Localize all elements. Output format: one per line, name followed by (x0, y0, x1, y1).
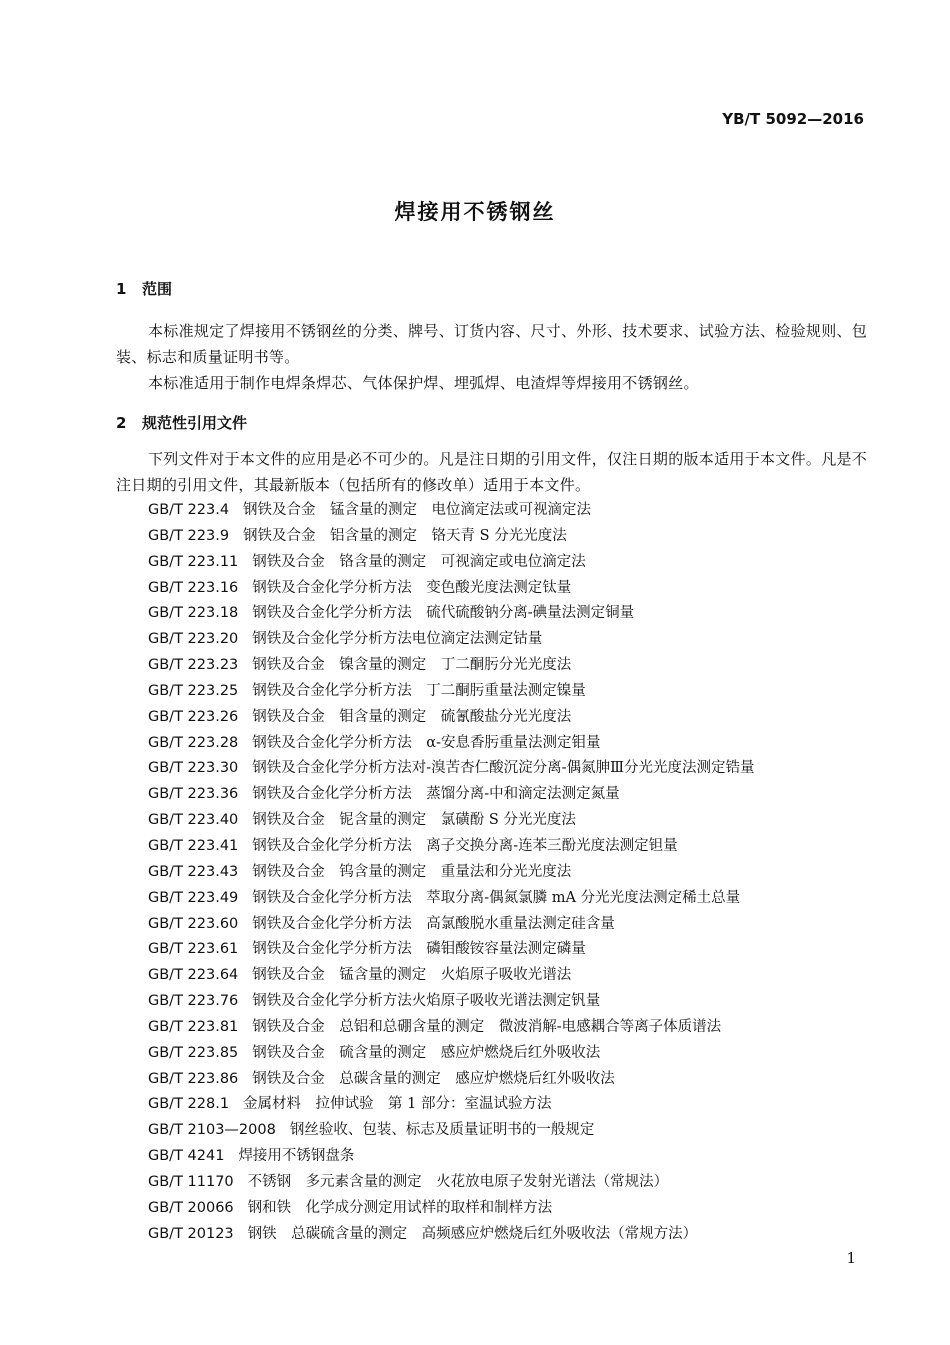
document-title: 焊接用不锈钢丝 (394, 200, 556, 224)
reference-title: 钢铁及合金化学分析方法 α-安息香肟重量法测定钼量 (252, 734, 601, 751)
section-1-number: 1 (116, 280, 127, 298)
reference-title: 钢铁及合金化学分析方法 磷钼酸铵容量法测定磷量 (252, 941, 586, 958)
reference-title: 钢铁及合金 钨含量的测定 重量法和分光光度法 (252, 863, 572, 880)
reference-list (148, 498, 888, 1247)
reference-item (148, 731, 888, 757)
reference-code: GB/T 11170 (148, 1173, 234, 1190)
reference-title: 金属材料 拉伸试验 第 1 部分：室温试验方法 (243, 1096, 552, 1113)
reference-code: GB/T 223.64 (148, 967, 239, 984)
reference-title: 钢铁及合金 铌含量的测定 氯磺酚 S 分光光度法 (252, 812, 576, 829)
section-2-title: 规范性引用文件 (142, 414, 248, 432)
reference-code: GB/T 223.16 (148, 579, 239, 596)
reference-item (148, 1092, 888, 1118)
reference-item (148, 937, 888, 963)
reference-item (148, 1067, 888, 1093)
reference-code: GB/T 223.20 (148, 631, 239, 648)
reference-item (148, 627, 888, 653)
reference-item (148, 963, 888, 989)
reference-item (148, 782, 888, 808)
section-2-heading (116, 412, 247, 433)
reference-title: 不锈钢 多元素含量的测定 火花放电原子发射光谱法（常规法） (247, 1173, 669, 1190)
reference-code: GB/T 223.40 (148, 812, 239, 829)
reference-item (148, 1222, 888, 1248)
reference-title: 钢铁 总碳硫含量的测定 高频感应炉燃烧后红外吸收法（常规方法） (247, 1225, 698, 1242)
reference-title: 钢铁及合金 镍含量的测定 丁二酮肟分光光度法 (252, 657, 572, 674)
reference-title: 钢铁及合金 铝含量的测定 铬天青 S 分光光度法 (243, 527, 567, 544)
reference-title: 钢铁及合金化学分析方法 高氯酸脱水重量法测定硅含量 (252, 915, 615, 932)
reference-title: 钢丝验收、包装、标志及质量证明书的一般规定 (289, 1122, 595, 1139)
reference-item (148, 1041, 888, 1067)
reference-item (148, 912, 888, 938)
section-2-number: 2 (116, 414, 127, 432)
reference-title: 钢铁及合金 锰含量的测定 电位滴定法或可视滴定法 (243, 502, 592, 518)
reference-code: GB/T 223.30 (148, 760, 239, 777)
reference-code: GB/T 2103—2008 (148, 1122, 276, 1139)
reference-item (148, 1170, 888, 1196)
reference-code: GB/T 223.11 (148, 553, 239, 570)
reference-item (148, 808, 888, 834)
reference-code: GB/T 223.25 (148, 682, 239, 699)
reference-code: GB/T 228.1 (148, 1096, 230, 1113)
reference-item (148, 601, 888, 627)
reference-code: GB/T 223.49 (148, 889, 239, 906)
section-1-heading (116, 278, 172, 299)
reference-code: GB/T 223.26 (148, 708, 239, 725)
reference-code: GB/T 223.23 (148, 657, 239, 674)
reference-code: GB/T 20066 (148, 1199, 234, 1216)
section-1-paragraph-2: 本标准适用于制作电焊条焊芯、气体保护焊、埋弧焊、电渣焊等焊接用不锈钢丝。 (148, 374, 699, 392)
reference-item (148, 1015, 888, 1041)
reference-title: 钢铁及合金化学分析方法 变色酸光度法测定钛量 (252, 579, 572, 596)
reference-item (148, 498, 888, 524)
reference-item (148, 679, 888, 705)
reference-item (148, 860, 888, 886)
reference-item (148, 834, 888, 860)
reference-item (148, 1144, 888, 1170)
reference-code: GB/T 223.76 (148, 993, 239, 1010)
reference-title: 钢铁及合金 钼含量的测定 硫氰酸盐分光光度法 (252, 708, 572, 725)
reference-title: 钢铁及合金化学分析方法 萃取分离-偶氮氯膦 mA 分光光度法测定稀土总量 (252, 889, 741, 906)
reference-title: 钢铁及合金 总碳含量的测定 感应炉燃烧后红外吸收法 (252, 1070, 615, 1087)
reference-title: 钢铁及合金化学分析方法 蒸馏分离-中和滴定法测定氮量 (252, 786, 620, 803)
reference-title: 钢铁及合金化学分析方法火焰原子吸收光谱法测定钒量 (252, 993, 601, 1010)
reference-code: GB/T 223.81 (148, 1018, 239, 1035)
reference-code: GB/T 223.28 (148, 734, 239, 751)
reference-title: 焊接用不锈钢盘条 (238, 1148, 355, 1165)
reference-code: GB/T 223.43 (148, 863, 239, 880)
reference-code: GB/T 4241 (148, 1148, 225, 1165)
standard-code: YB/T 5092—2016 (722, 110, 864, 128)
section-2-intro: 下列文件对于本文件的应用是必不可少的。凡是注日期的引用文件，仅注日期的版本适用于本文件。凡是不注日期的引用文件，其最新版本（包括所有的修改单）适用于本文件。 (116, 450, 868, 494)
section-1-paragraph-1: 本标准规定了焊接用不锈钢丝的分类、牌号、订货内容、尺寸、外形、技术要求、试验方法、检验规则、包装、标志和质量证明书等。 (116, 322, 868, 366)
reference-code: GB/T 223.86 (148, 1070, 239, 1087)
reference-title: 钢铁及合金化学分析方法 离子交换分离-连苯三酚光度法测定钽量 (252, 837, 678, 854)
reference-code: GB/T 223.61 (148, 941, 239, 958)
reference-code: GB/T 223.9 (148, 527, 230, 544)
reference-code: GB/T 223.60 (148, 915, 239, 932)
reference-title: 钢铁及合金化学分析方法 硫代硫酸钠分离-碘量法测定铜量 (252, 605, 635, 622)
section-1-title: 范围 (142, 280, 173, 298)
reference-code: GB/T 223.4 (148, 502, 230, 518)
reference-item (148, 550, 888, 576)
reference-code: GB/T 223.36 (148, 786, 239, 803)
page-number: 1 (846, 1249, 856, 1267)
reference-title: 钢铁及合金化学分析方法电位滴定法测定钴量 (252, 631, 543, 648)
reference-item (148, 1196, 888, 1222)
reference-item (148, 524, 888, 550)
reference-code: GB/T 223.85 (148, 1044, 239, 1061)
reference-title: 钢铁及合金 硫含量的测定 感应炉燃烧后红外吸收法 (252, 1044, 601, 1061)
reference-title: 钢铁及合金 总铝和总硼含量的测定 微波消解-电感耦合等离子体质谱法 (252, 1018, 722, 1035)
reference-title: 钢铁及合金 锰含量的测定 火焰原子吸收光谱法 (252, 967, 572, 984)
reference-item (148, 576, 888, 602)
reference-title: 钢和铁 化学成分测定用试样的取样和制样方法 (247, 1199, 553, 1216)
reference-code: GB/T 223.18 (148, 605, 239, 622)
reference-item (148, 756, 888, 782)
reference-item (148, 1118, 888, 1144)
reference-item (148, 653, 888, 679)
reference-item (148, 705, 888, 731)
reference-code: GB/T 20123 (148, 1225, 234, 1242)
reference-item (148, 886, 888, 912)
reference-title: 钢铁及合金化学分析方法对-溴苦杏仁酸沉淀分离-偶氮胂Ⅲ分光光度法测定锆量 (252, 760, 755, 777)
reference-item (148, 989, 888, 1015)
reference-code: GB/T 223.41 (148, 837, 239, 854)
reference-title: 钢铁及合金化学分析方法 丁二酮肟重量法测定镍量 (252, 682, 586, 699)
reference-title: 钢铁及合金 铬含量的测定 可视滴定或电位滴定法 (252, 553, 586, 570)
